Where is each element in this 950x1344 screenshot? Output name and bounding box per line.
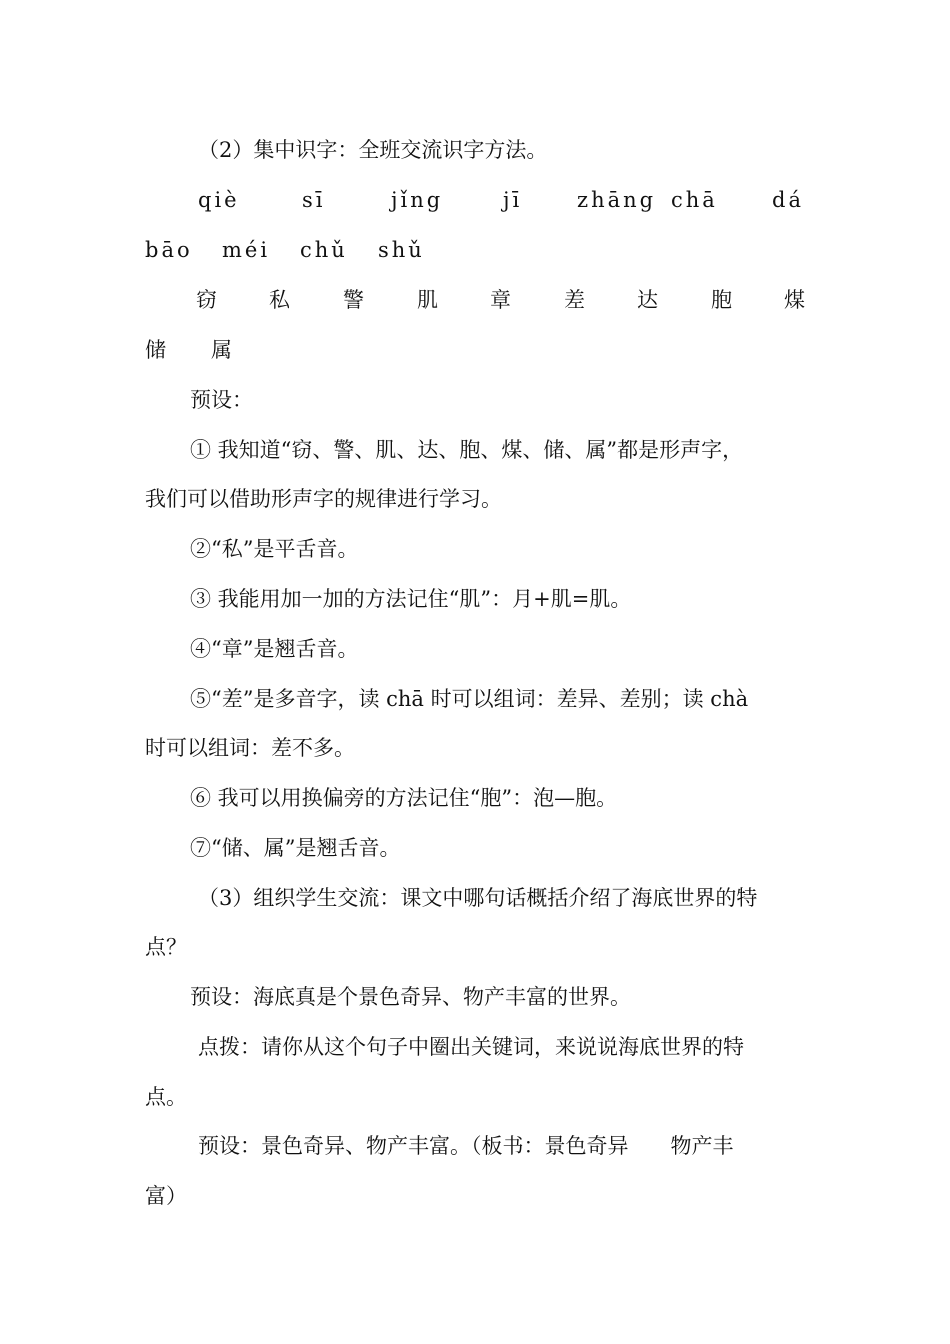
item-1-line-1: ① 我知道“窃、警、肌、达、胞、煤、储、属”都是形声字， <box>190 438 744 462</box>
char-zhang: 章 <box>490 288 511 312</box>
item-5-line-2: 时可以组词：差不多。 <box>145 736 355 760</box>
section-heading-3-line-1: （3）组织学生交流：课文中哪句话概括介绍了海底世界的特 <box>198 886 758 910</box>
char-ji: 肌 <box>417 288 438 312</box>
pinyin-qie: qiè <box>198 188 240 212</box>
item-4: ④“章”是翘舌音。 <box>190 637 359 661</box>
preset-keywords-line-2: 富） <box>145 1184 187 1208</box>
pinyin-bao: bāo <box>145 238 193 262</box>
pinyin-row-1 <box>145 180 805 220</box>
item-2: ②“私”是平舌音。 <box>190 537 359 561</box>
pinyin-zhang: zhāng <box>577 188 657 212</box>
section-heading-3-line-2: 点？ <box>145 935 187 959</box>
hint-line-2: 点。 <box>145 1085 187 1109</box>
pinyin-cha: chā <box>671 188 718 212</box>
char-da: 达 <box>637 288 658 312</box>
pinyin-shu: shǔ <box>378 238 425 262</box>
characters-row-2 <box>145 330 805 370</box>
item-7: ⑦“储、属”是翘舌音。 <box>190 836 401 860</box>
char-shu: 属 <box>211 338 232 362</box>
hint-line-1: 点拨：请你从这个句子中圈出关键词，来说说海底世界的特 <box>198 1035 744 1059</box>
item-5-line-1: ⑤“差”是多音字，读 chā 时可以组词：差异、差别；读 chà <box>190 687 749 711</box>
preset-keywords-line-1: 预设：景色奇异、物产丰富。（板书：景色奇异 物产丰 <box>198 1134 734 1158</box>
pinyin-si: sī <box>302 188 326 212</box>
pinyin-da: dá <box>772 188 804 212</box>
pinyin-ji: jī <box>503 188 523 212</box>
pinyin-chu: chǔ <box>300 238 348 262</box>
char-mei: 煤 <box>784 288 805 312</box>
char-chu: 储 <box>145 338 166 362</box>
pinyin-jing: jǐng <box>391 188 444 212</box>
characters-row-1 <box>145 280 805 320</box>
item-3: ③ 我能用加一加的方法记住“肌”：月+肌=肌。 <box>190 587 632 611</box>
char-qie: 窃 <box>196 288 217 312</box>
preset-label: 预设： <box>190 388 253 412</box>
item-6: ⑥ 我可以用换偏旁的方法记住“胞”：泡—胞。 <box>190 786 618 810</box>
section-heading-2: （2）集中识字：全班交流识字方法。 <box>198 138 548 162</box>
pinyin-mei: méi <box>222 238 271 262</box>
char-cha: 差 <box>564 288 585 312</box>
char-bao: 胞 <box>711 288 732 312</box>
pinyin-row-2 <box>145 230 805 270</box>
item-1-line-2: 我们可以借助形声字的规律进行学习。 <box>145 487 502 511</box>
char-jing: 警 <box>343 288 364 312</box>
preset-answer: 预设：海底真是个景色奇异、物产丰富的世界。 <box>190 985 631 1009</box>
char-si: 私 <box>269 288 290 312</box>
